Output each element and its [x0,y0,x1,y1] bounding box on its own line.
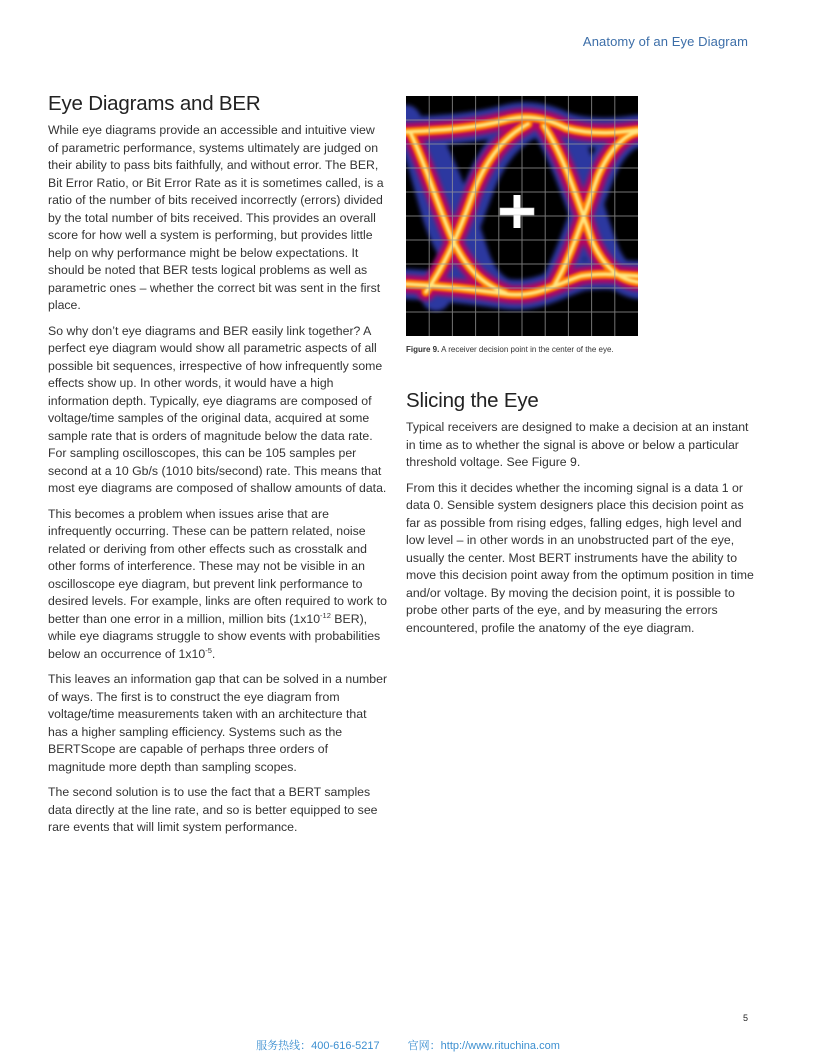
right-column [406,96,754,645]
section-title-eye-diagrams-ber: Eye Diagrams and BER [48,92,261,115]
footer [0,1037,816,1053]
section-title-slicing-the-eye: Slicing the Eye [406,389,539,412]
left-column [48,92,388,845]
eye-diagram-image [406,96,638,336]
figure-caption: Figure 9. A receiver decision point in the center of the eye. [406,345,614,354]
paragraph: Typical receivers are designed to make a decision at an instant in time as to whether the signal is above or below a particular threshold voltage. See Figure 9. [406,420,749,469]
paragraph: So why don’t eye diagrams and BER easily link together? A perfect eye diagram would show all parametric aspects of all possible bit sequences, irrespective of how infrequently some effects show up. In other words, it would have a high information depth. Typically, eye diagrams are composed of voltage/time samples of the original data, acquired at some sample rate that is orders of magnitude below the data rate. For sampling oscilloscopes, this can be 105 samples per second at a 10 Gb/s (1010 bits/second) rate. This means that most eye diagrams are composed of shallow amounts of data. [48,323,387,495]
paragraph: From this it decides whether the incoming signal is a data 1 or data 0. Sensible system designers place this decision point as far as possible from rising edges, falling edges, high level and low level – in other words in an unobstructed part of the eye, usually the center. Most BERT instruments have the ability to move this decision point away from the optimum position in time and/or voltage. By moving the decision point, it is possible to probe other parts of the eye, and by measuring the errors encountered, profile the anatomy of the eye diagram. [406,480,754,635]
running-header: Anatomy of an Eye Diagram [582,34,748,49]
paragraph: The second solution is to use the fact that a BERT samples data directly at the line rate, and so is better equipped to see rare events that will limit system performance. [48,785,378,834]
paragraph: This leaves an information gap that can be solved in a number of ways. The first is to construct the eye diagram from voltage/time measurements taken with an architecture that has a higher sampling efficiency. Systems such as the BERTScope are capable of perhaps three orders of magnitude more depth than sampling scopes. [48,672,388,774]
footer-website-link[interactable]: 官网：http://www.rituchina.com [407,1040,560,1052]
footer-hotline: 服务热线：400-616-5217 [256,1040,380,1052]
paragraph: This becomes a problem when issues arise that are infrequently occurring. These can be pattern related, noise related or deriving from other effects such as crosstalk and other forms of interference. These may not be visible in an oscilloscope eye diagram, but prevent link performance to desired levels. For example, links are often required to work to better than one error in a million, million bits ($1x10^{-12}$ BER), while eye diagrams struggle to show events with probabilities below an occurrence of $1x10^{-5}$. [48,506,388,661]
page-number: 5 [742,1013,748,1023]
paragraph: While eye diagrams provide an accessible and intuitive view of parametric performance, systems ultimately are judged on their ability to pass bits faithfully, and without error. The BER, Bit Error Ratio, or Bit Error Rate as it is sometimes called, is a ratio of the number of bits received incorrectly (errors) divided by the total number of bits received. This provides an overall score for how well a system is performing, but provides little help on why performance might be below expectations. It should be noted that BER tests logical problems as well as parametric ones – whether the correct bit was sent in the first place. [48,123,384,312]
eye-diagram-figure [406,96,638,336]
